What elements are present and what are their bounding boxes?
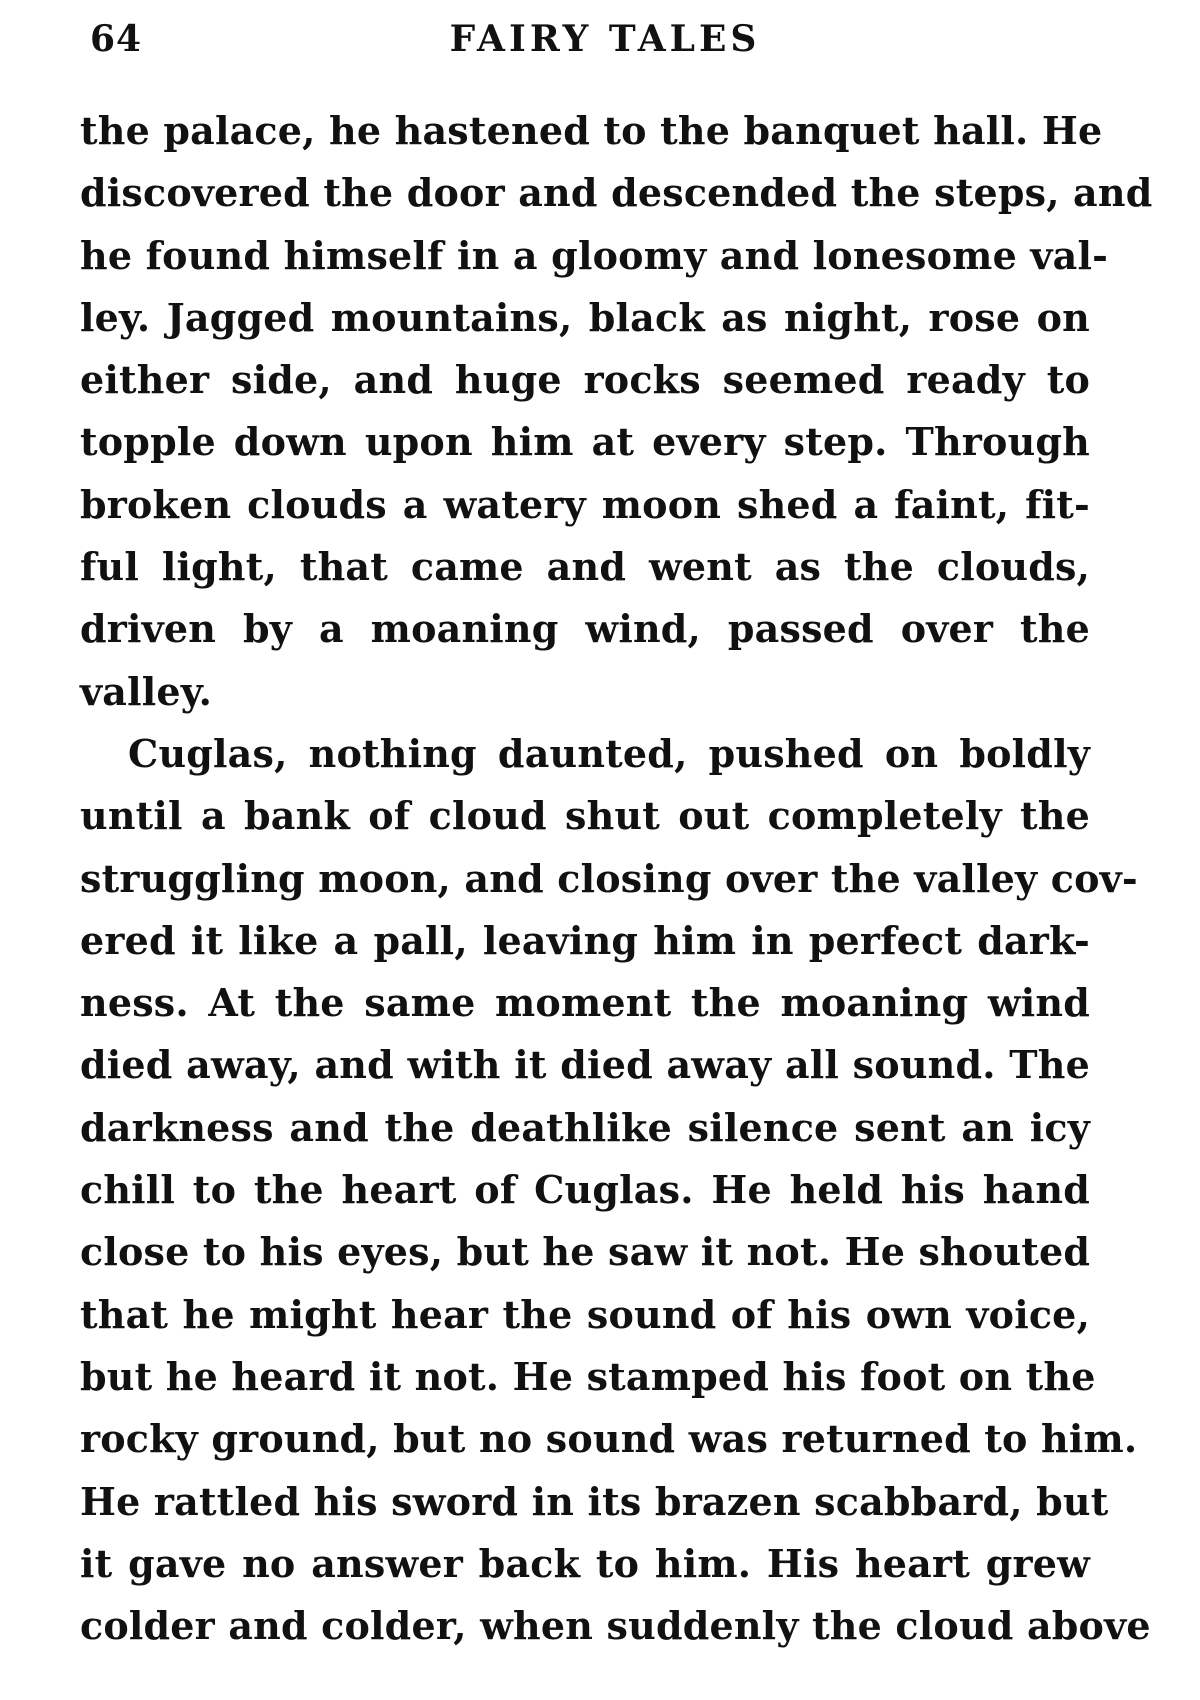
text-line: rocky ground, but no sound was returned to him. bbox=[80, 1416, 1138, 1462]
text-line: but he heard it not. He stamped his foot on the bbox=[80, 1353, 1096, 1399]
text-line: ful light, that came and went as the clouds, bbox=[80, 544, 1090, 590]
text-line: ness. At the same moment the moaning wind bbox=[80, 980, 1090, 1026]
text-line: discovered the door and descended the steps, and bbox=[80, 170, 1153, 216]
page-number: 64 bbox=[90, 18, 143, 60]
running-title: FAIRY TALES bbox=[449, 18, 761, 60]
text-line: Cuglas, nothing daunted, pushed on boldly bbox=[128, 730, 1090, 776]
text-line: until a bank of cloud shut out completely the bbox=[80, 793, 1090, 839]
text-line: driven by a moaning wind, passed over the bbox=[80, 606, 1090, 652]
text-line: he found himself in a gloomy and lonesome val- bbox=[80, 232, 1109, 278]
text-line: either side, and huge rocks seemed ready to bbox=[80, 357, 1090, 403]
running-head bbox=[90, 18, 1100, 78]
text-line: close to his eyes, but he saw it not. He shouted bbox=[80, 1229, 1091, 1275]
text-line: the palace, he hastened to the banquet hall. He bbox=[80, 108, 1103, 153]
text-line: broken clouds a watery moon shed a faint, fit- bbox=[80, 481, 1090, 527]
text-line: darkness and the deathlike silence sent an icy bbox=[80, 1104, 1090, 1150]
text-line: He rattled his sword in its brazen scabbard, but bbox=[80, 1478, 1109, 1524]
text-line: valley. bbox=[80, 668, 213, 714]
text-line: struggling moon, and closing over the valley cov- bbox=[80, 855, 1138, 901]
text-line: that he might hear the sound of his own voice, bbox=[80, 1291, 1090, 1337]
text-line: chill to the heart of Cuglas. He held his hand bbox=[80, 1167, 1090, 1213]
text-line: topple down upon him at every step. Through bbox=[80, 419, 1090, 465]
text-line: died away, and with it died away all sound. The bbox=[80, 1042, 1090, 1088]
text-line: ley. Jagged mountains, black as night, rose on bbox=[80, 294, 1090, 340]
text-line: ered it like a pall, leaving him in perfect dark- bbox=[80, 917, 1090, 963]
text-line: colder and colder, when suddenly the cloud above bbox=[80, 1603, 1151, 1649]
text-line: it gave no answer back to him. His heart grew bbox=[80, 1540, 1090, 1586]
body-text bbox=[80, 100, 1153, 1657]
